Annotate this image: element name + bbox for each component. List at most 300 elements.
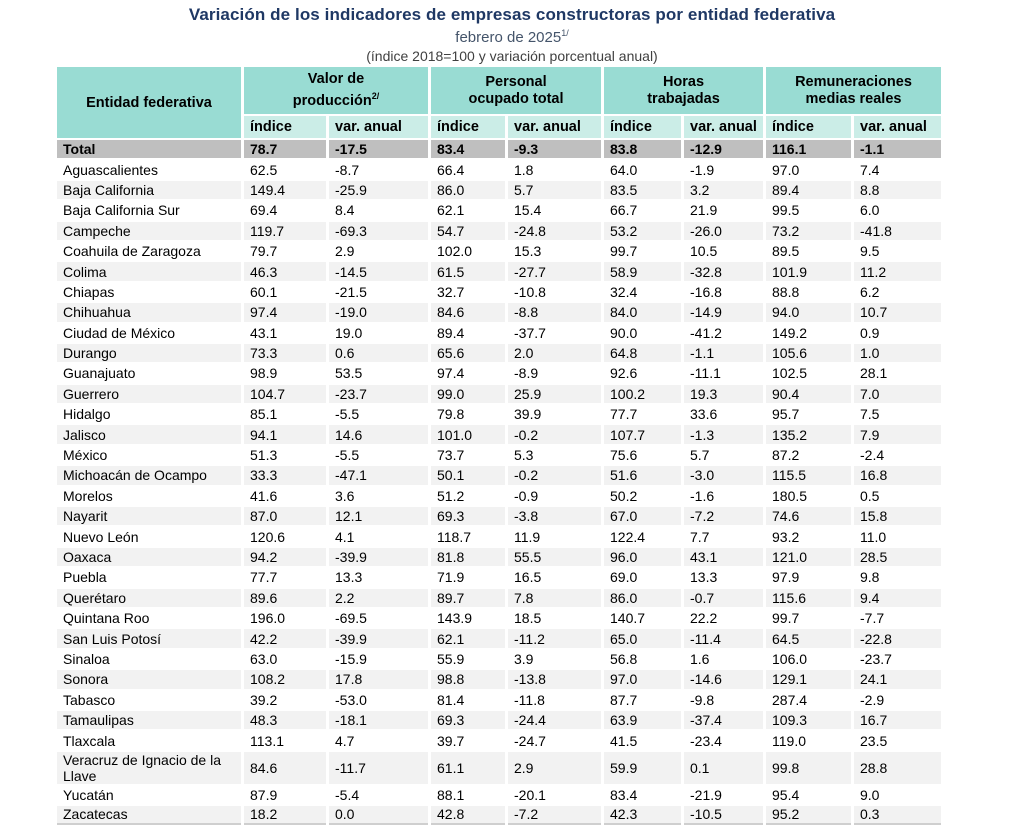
value-cell: 73.7 [431, 446, 505, 464]
value-cell: 97.0 [604, 670, 681, 688]
value-cell: 39.9 [508, 405, 601, 423]
value-cell: 1.8 [508, 160, 601, 178]
table-row [57, 670, 941, 688]
value-cell: 33.3 [244, 466, 326, 484]
value-cell: 9.5 [854, 242, 941, 260]
value-cell: -14.9 [684, 303, 763, 321]
value-cell: -1.6 [684, 487, 763, 505]
value-cell: 65.0 [604, 629, 681, 647]
value-cell: -13.8 [508, 670, 601, 688]
value-cell: 32.4 [604, 283, 681, 301]
value-cell: -5.5 [329, 446, 428, 464]
value-cell: 25.9 [508, 385, 601, 403]
value-cell: 62.1 [431, 629, 505, 647]
value-cell: -1.1 [684, 344, 763, 362]
table-row [57, 507, 941, 525]
value-cell: 122.4 [604, 527, 681, 545]
entity-name: Durango [57, 344, 241, 362]
value-cell: 196.0 [244, 609, 326, 627]
table-row [57, 609, 941, 627]
value-cell: 50.1 [431, 466, 505, 484]
entity-name: Tlaxcala [57, 731, 241, 749]
indicators-table [54, 65, 944, 827]
value-cell: 88.8 [766, 283, 851, 301]
value-cell: -7.2 [684, 507, 763, 525]
entity-name: Nuevo León [57, 527, 241, 545]
table-row [57, 589, 941, 607]
value-cell: 14.6 [329, 425, 428, 443]
value-cell: 116.1 [766, 140, 851, 158]
value-cell: 63.0 [244, 650, 326, 668]
value-cell: 1.6 [684, 650, 763, 668]
value-cell: 84.0 [604, 303, 681, 321]
value-cell: 89.4 [431, 324, 505, 342]
column-group-header: Personal ocupado total [431, 67, 601, 114]
table-row [57, 324, 941, 342]
column-group-header: Valor de producción$^{2/}$ [244, 67, 428, 114]
value-cell: 109.3 [766, 711, 851, 729]
value-cell: 1.0 [854, 344, 941, 362]
value-cell: 99.7 [604, 242, 681, 260]
value-cell: -24.8 [508, 222, 601, 240]
value-cell: 6.2 [854, 283, 941, 301]
value-cell: 13.3 [329, 568, 428, 586]
value-cell: -18.1 [329, 711, 428, 729]
value-cell: -41.8 [854, 222, 941, 240]
value-cell: 66.7 [604, 201, 681, 219]
value-cell: 87.2 [766, 446, 851, 464]
value-cell: 97.9 [766, 568, 851, 586]
value-cell: -8.7 [329, 160, 428, 178]
value-cell: -8.8 [508, 303, 601, 321]
table-row [57, 691, 941, 709]
value-cell: 55.5 [508, 548, 601, 566]
value-cell: 16.7 [854, 711, 941, 729]
value-cell: 2.9 [329, 242, 428, 260]
value-cell: 54.7 [431, 222, 505, 240]
value-cell: 50.2 [604, 487, 681, 505]
value-cell: -11.1 [684, 364, 763, 382]
value-cell: 89.4 [766, 181, 851, 199]
value-cell: 53.5 [329, 364, 428, 382]
value-cell: -27.7 [508, 262, 601, 280]
value-cell: 55.9 [431, 650, 505, 668]
value-cell: 90.4 [766, 385, 851, 403]
value-cell: 28.8 [854, 752, 941, 784]
value-cell: 39.7 [431, 731, 505, 749]
table-row [57, 487, 941, 505]
entity-name: Sinaloa [57, 650, 241, 668]
value-cell: 2.2 [329, 589, 428, 607]
value-cell: -53.0 [329, 691, 428, 709]
value-cell: 105.6 [766, 344, 851, 362]
value-cell: -26.0 [684, 222, 763, 240]
value-cell: 7.8 [508, 589, 601, 607]
header-group-row [57, 67, 941, 114]
value-cell: 5.7 [508, 181, 601, 199]
value-cell: -11.4 [684, 629, 763, 647]
value-cell: 95.4 [766, 786, 851, 804]
value-cell: 3.9 [508, 650, 601, 668]
entity-name: Sonora [57, 670, 241, 688]
value-cell: 8.4 [329, 201, 428, 219]
value-cell: -0.2 [508, 466, 601, 484]
value-cell: 53.2 [604, 222, 681, 240]
value-cell: -16.8 [684, 283, 763, 301]
value-cell: 94.2 [244, 548, 326, 566]
value-cell: -47.1 [329, 466, 428, 484]
value-cell: 84.6 [244, 752, 326, 784]
value-cell: 180.5 [766, 487, 851, 505]
entity-name: Chiapas [57, 283, 241, 301]
value-cell: 63.9 [604, 711, 681, 729]
column-group-header: Horas trabajadas [604, 67, 763, 114]
value-cell: 62.5 [244, 160, 326, 178]
value-cell: 115.6 [766, 589, 851, 607]
value-cell: 140.7 [604, 609, 681, 627]
entity-name: San Luis Potosí [57, 629, 241, 647]
subcolumn-header: var. anual [854, 116, 941, 138]
value-cell: 77.7 [244, 568, 326, 586]
value-cell: 42.8 [431, 806, 505, 824]
entity-name: Veracruz de Ignacio de la Llave [57, 752, 241, 784]
value-cell: 108.2 [244, 670, 326, 688]
value-cell: 3.2 [684, 181, 763, 199]
value-cell: 89.6 [244, 589, 326, 607]
total-row [57, 140, 941, 158]
value-cell: 149.4 [244, 181, 326, 199]
value-cell: 73.3 [244, 344, 326, 362]
value-cell: 41.5 [604, 731, 681, 749]
value-cell: 83.4 [431, 140, 505, 158]
value-cell: 97.4 [244, 303, 326, 321]
table-row [57, 425, 941, 443]
value-cell: 2.0 [508, 344, 601, 362]
value-cell: 7.0 [854, 385, 941, 403]
value-cell: -19.0 [329, 303, 428, 321]
value-cell: 135.2 [766, 425, 851, 443]
value-cell: -1.3 [684, 425, 763, 443]
value-cell: 66.4 [431, 160, 505, 178]
value-cell: 8.8 [854, 181, 941, 199]
value-cell: 59.9 [604, 752, 681, 784]
value-cell: 69.3 [431, 507, 505, 525]
value-cell: -21.5 [329, 283, 428, 301]
value-cell: 113.1 [244, 731, 326, 749]
value-cell: 86.0 [431, 181, 505, 199]
value-cell: 19.0 [329, 324, 428, 342]
value-cell: 86.0 [604, 589, 681, 607]
table-row [57, 201, 941, 219]
table-row [57, 731, 941, 749]
value-cell: 12.1 [329, 507, 428, 525]
value-cell: 102.5 [766, 364, 851, 382]
value-cell: -0.9 [508, 487, 601, 505]
value-cell: 98.8 [431, 670, 505, 688]
value-cell: 43.1 [244, 324, 326, 342]
table-row [57, 446, 941, 464]
value-cell: 71.9 [431, 568, 505, 586]
value-cell: 99.8 [766, 752, 851, 784]
value-cell: -41.2 [684, 324, 763, 342]
value-cell: 64.0 [604, 160, 681, 178]
page-title: Variación de los indicadores de empresas constructoras por entidad federativa [188, 5, 836, 24]
value-cell: 100.2 [604, 385, 681, 403]
value-cell: 99.7 [766, 609, 851, 627]
value-cell: 62.1 [431, 201, 505, 219]
table-row [57, 262, 941, 280]
entity-name: Baja California Sur [57, 201, 241, 219]
entity-name: Guanajuato [57, 364, 241, 382]
value-cell: -7.7 [854, 609, 941, 627]
entity-name: Puebla [57, 568, 241, 586]
value-cell: 2.9 [508, 752, 601, 784]
table-row [57, 711, 941, 729]
table-row [57, 466, 941, 484]
value-cell: 24.1 [854, 670, 941, 688]
value-cell: -11.7 [329, 752, 428, 784]
value-cell: 13.3 [684, 568, 763, 586]
value-cell: 7.5 [854, 405, 941, 423]
value-cell: 17.8 [329, 670, 428, 688]
value-cell: 64.8 [604, 344, 681, 362]
value-cell: 18.5 [508, 609, 601, 627]
value-cell: 98.9 [244, 364, 326, 382]
value-cell: 19.3 [684, 385, 763, 403]
table-row [57, 160, 941, 178]
entity-name: Baja California [57, 181, 241, 199]
value-cell: 99.5 [766, 201, 851, 219]
value-cell: -37.7 [508, 324, 601, 342]
value-cell: 7.7 [684, 527, 763, 545]
value-cell: 95.7 [766, 405, 851, 423]
value-cell: 83.4 [604, 786, 681, 804]
subtitle-footnote-marker: 1/ [561, 28, 569, 38]
table-row [57, 786, 941, 804]
value-cell: 4.7 [329, 731, 428, 749]
value-cell: -11.2 [508, 629, 601, 647]
value-cell: -21.9 [684, 786, 763, 804]
value-cell: 84.6 [431, 303, 505, 321]
value-cell: 77.7 [604, 405, 681, 423]
value-cell: 94.0 [766, 303, 851, 321]
value-cell: 81.4 [431, 691, 505, 709]
value-cell: 73.2 [766, 222, 851, 240]
value-cell: 11.9 [508, 527, 601, 545]
value-cell: 69.4 [244, 201, 326, 219]
value-cell: 75.6 [604, 446, 681, 464]
entity-name: Michoacán de Ocampo [57, 466, 241, 484]
value-cell: 32.7 [431, 283, 505, 301]
value-cell: 64.5 [766, 629, 851, 647]
value-cell: -2.9 [854, 691, 941, 709]
value-cell: 69.3 [431, 711, 505, 729]
entity-name: Jalisco [57, 425, 241, 443]
value-cell: -7.2 [508, 806, 601, 824]
value-cell: -23.7 [329, 385, 428, 403]
value-cell: -2.4 [854, 446, 941, 464]
value-cell: -22.8 [854, 629, 941, 647]
value-cell: 9.0 [854, 786, 941, 804]
value-cell: 89.5 [766, 242, 851, 260]
value-cell: 9.4 [854, 589, 941, 607]
value-cell: 22.2 [684, 609, 763, 627]
subcolumn-header: var. anual [684, 116, 763, 138]
value-cell: -9.3 [508, 140, 601, 158]
value-cell: 120.6 [244, 527, 326, 545]
value-cell: 60.1 [244, 283, 326, 301]
value-cell: 3.6 [329, 487, 428, 505]
value-cell: -32.8 [684, 262, 763, 280]
entity-name: Yucatán [57, 786, 241, 804]
entity-name: Tabasco [57, 691, 241, 709]
value-cell: 61.1 [431, 752, 505, 784]
value-cell: -24.7 [508, 731, 601, 749]
subtitle-text: febrero de 2025 [455, 29, 562, 46]
value-cell: 97.4 [431, 364, 505, 382]
entity-name: Colima [57, 262, 241, 280]
units-note: (índice 2018=100 y variación porcentual anual) [366, 48, 658, 64]
table-body [57, 140, 941, 825]
value-cell: -24.4 [508, 711, 601, 729]
subtitle [0, 28, 1024, 46]
value-cell: 106.0 [766, 650, 851, 668]
group-footnote-marker: 2/ [371, 91, 380, 102]
value-cell: -5.5 [329, 405, 428, 423]
entity-name: Hidalgo [57, 405, 241, 423]
value-cell: -69.5 [329, 609, 428, 627]
value-cell: 0.5 [854, 487, 941, 505]
value-cell: 41.6 [244, 487, 326, 505]
value-cell: 15.8 [854, 507, 941, 525]
value-cell: 5.7 [684, 446, 763, 464]
value-cell: 287.4 [766, 691, 851, 709]
value-cell: 11.2 [854, 262, 941, 280]
value-cell: 33.6 [684, 405, 763, 423]
table-row [57, 405, 941, 423]
value-cell: 4.1 [329, 527, 428, 545]
value-cell: -20.1 [508, 786, 601, 804]
value-cell: 115.5 [766, 466, 851, 484]
value-cell: -8.9 [508, 364, 601, 382]
value-cell: -23.4 [684, 731, 763, 749]
value-cell: 43.1 [684, 548, 763, 566]
value-cell: 16.8 [854, 466, 941, 484]
entity-name: Quintana Roo [57, 609, 241, 627]
value-cell: 92.6 [604, 364, 681, 382]
subcolumn-header: índice [431, 116, 505, 138]
value-cell: 119.7 [244, 222, 326, 240]
value-cell: 149.2 [766, 324, 851, 342]
value-cell: 93.2 [766, 527, 851, 545]
value-cell: -14.6 [684, 670, 763, 688]
entity-name: Zacatecas [57, 806, 241, 824]
value-cell: -17.5 [329, 140, 428, 158]
value-cell: 0.0 [329, 806, 428, 824]
table-row [57, 385, 941, 403]
value-cell: 96.0 [604, 548, 681, 566]
value-cell: 107.7 [604, 425, 681, 443]
value-cell: 51.2 [431, 487, 505, 505]
value-cell: 87.9 [244, 786, 326, 804]
table-row [57, 650, 941, 668]
value-cell: 10.5 [684, 242, 763, 260]
value-cell: 67.0 [604, 507, 681, 525]
value-cell: 61.5 [431, 262, 505, 280]
value-cell: 0.6 [329, 344, 428, 362]
value-cell: -23.7 [854, 650, 941, 668]
value-cell: -1.1 [854, 140, 941, 158]
value-cell: 9.8 [854, 568, 941, 586]
value-cell: 48.3 [244, 711, 326, 729]
value-cell: -9.8 [684, 691, 763, 709]
value-cell: 79.8 [431, 405, 505, 423]
subcolumn-header: índice [244, 116, 326, 138]
value-cell: -11.8 [508, 691, 601, 709]
value-cell: 21.9 [684, 201, 763, 219]
value-cell: -10.5 [684, 806, 763, 824]
value-cell: 11.0 [854, 527, 941, 545]
value-cell: -3.8 [508, 507, 601, 525]
subcolumn-header: var. anual [508, 116, 601, 138]
value-cell: -39.9 [329, 629, 428, 647]
value-cell: 28.5 [854, 548, 941, 566]
table-row [57, 548, 941, 566]
value-cell: -15.9 [329, 650, 428, 668]
entity-name: Coahuila de Zaragoza [57, 242, 241, 260]
value-cell: -0.7 [684, 589, 763, 607]
value-cell: 104.7 [244, 385, 326, 403]
value-cell: 7.4 [854, 160, 941, 178]
value-cell: 94.1 [244, 425, 326, 443]
value-cell: -25.9 [329, 181, 428, 199]
value-cell: 87.0 [244, 507, 326, 525]
entity-name: Guerrero [57, 385, 241, 403]
value-cell: 15.3 [508, 242, 601, 260]
value-cell: 6.0 [854, 201, 941, 219]
table-row [57, 806, 941, 824]
entity-name: Nayarit [57, 507, 241, 525]
value-cell: -3.0 [684, 466, 763, 484]
value-cell: 7.9 [854, 425, 941, 443]
value-cell: 90.0 [604, 324, 681, 342]
value-cell: 99.0 [431, 385, 505, 403]
value-cell: 121.0 [766, 548, 851, 566]
value-cell: 42.3 [604, 806, 681, 824]
value-cell: 83.8 [604, 140, 681, 158]
value-cell: 89.7 [431, 589, 505, 607]
value-cell: 51.3 [244, 446, 326, 464]
table-row [57, 222, 941, 240]
value-cell: 0.9 [854, 324, 941, 342]
value-cell: -69.3 [329, 222, 428, 240]
value-cell: 15.4 [508, 201, 601, 219]
subcolumn-header: índice [604, 116, 681, 138]
value-cell: 10.7 [854, 303, 941, 321]
value-cell: 18.2 [244, 806, 326, 824]
value-cell: 5.3 [508, 446, 601, 464]
value-cell: 87.7 [604, 691, 681, 709]
subcolumn-header: var. anual [329, 116, 428, 138]
table-row [57, 364, 941, 382]
value-cell: 42.2 [244, 629, 326, 647]
value-cell: 0.3 [854, 806, 941, 824]
value-cell: 23.5 [854, 731, 941, 749]
value-cell: 46.3 [244, 262, 326, 280]
value-cell: 143.9 [431, 609, 505, 627]
value-cell: 85.1 [244, 405, 326, 423]
table-row [57, 629, 941, 647]
